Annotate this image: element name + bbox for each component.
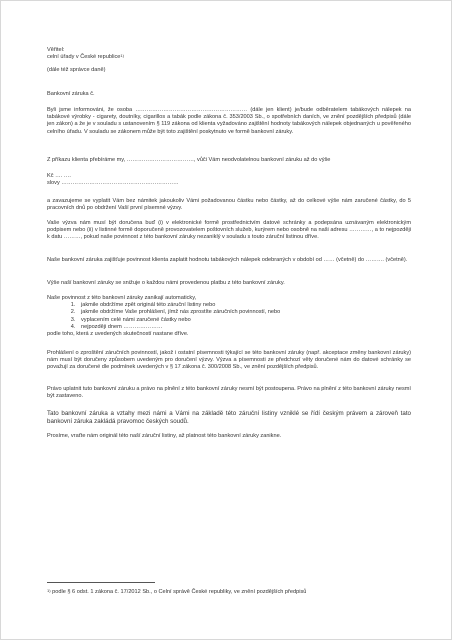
footnote-marker: 1) (47, 588, 51, 593)
declarations-paragraph: Prohlášení o zproštění záručních povinností, jakož i ostatní písemnosti týkající se této bankovní záruky (např. akceptace změny bankovní záruky) nám musí být doručeny způsobem uvedeným pro doručení výzvy. Výzva a písemnosti ze předchozí věty doručené nám do datové schránky se považují za doručené dle podmínek uvedených v § 17 zákona č. 300/2008 Sb., ve znění pozdějších předpisů. (47, 350, 411, 371)
document-title: Bankovní záruka č. (47, 91, 95, 97)
creditor-name: celní úřady v České republice$^{1)}$ (47, 53, 124, 61)
addressee-block (47, 47, 411, 75)
undertake-paragraph: a zavazujeme se vyplatit Vám bez námitek jakoukoliv Vámi požadovanou částku nebo částky, až do celkové výše nám zaručené částky, do 5 pracovních dnů po obdržení Vaší první písemné výzvy. (47, 198, 411, 212)
amount-block (47, 173, 411, 187)
secures-paragraph: Naše bankovní záruka zajišťuje povinnost klienta zaplatit hodnotu tabákových nálepek odebraných v období od …… (včetně) do ………. (včetně). (47, 257, 408, 263)
footnote-text: podle § 6 odst. 1 zákona č. 17/2012 Sb., o Celní správě České republiky, ve znění pozdějších předpisů (52, 589, 307, 595)
amount-kc: Kč …. …. (47, 173, 71, 179)
creditor-label: Věřitel: (47, 47, 65, 53)
expiry-outro: podle toho, která z uvedených skutečností nastane dříve. (47, 331, 189, 338)
reduce-paragraph: Výše naší bankovní záruky se snižuje o každou námi provedenou platbu z této bankovní záruky. (47, 280, 285, 286)
law-paragraph: Tato bankovní záruka a vztahy mezi námi a Vámi na základě této záruční listiny vzniklé se řídí českým právem a zároveň tato bankovní záruka zakládá pravomoc českých soudů. (47, 410, 411, 425)
expiry-item: 1. jakmile obdržíme zpět originál této záruční listiny nebo (77, 302, 411, 309)
delivery-paragraph: Vaše výzva nám musí být doručena buď (i) v elektronické formě prostřednictvím datové schránky a podepsána uznávaným elektronickým podpisem nebo (ii) v listinné formě doporučeně provozovatelem poštovních služeb, kurýrem nebo osobně na naši adresu …………, a to nejpozději k datu ………, pokud naše povinnost z této bankovní záruky nezaniklý v souladu s touto záruční listinou dříve. (47, 220, 411, 241)
intro-paragraph: Byli jsme informováni, že osoba …………………………………………………… (dále jen klient) je/bude odběratelem tabákových nálepek na tabákové výrobky - cigarety, doutníky, cigarillos a tabák podle zákona č. 353/2003 Sb., o spotřebních daních, ve znění pozdějších předpisů (dále jen zákon) a že je v souladu s ustanovením § 119 zákona od klienta vyžadováno zajištění hodnoty tabákových nálepek objednaných u pověřeného celního úřadu. V souladu se zákonem může být toto zajištění poskytnuto ve formě bankovní záruky. (47, 107, 411, 135)
expiry-item: 4. nejpozději dnem ………………… (77, 324, 411, 331)
footnote (47, 589, 427, 596)
creditor-note: (dále též správce daně) (47, 67, 106, 74)
expiry-item: 2. jakmile obdržíme Vaše prohlášení, jímž nás zprostíte záručních povinností, nebo (77, 309, 411, 316)
amount-words: slovy ……………………………………………………… (47, 180, 179, 187)
expiry-item: 3. vyplacením celé námi zaručené částky nebo (77, 317, 411, 324)
return-paragraph: Prosíme, vraťte nám originál této naší záruční listiny, až platnost této bankovní záruky zanikne. (47, 433, 282, 439)
footnote-separator (47, 582, 155, 583)
expiry-intro: Naše povinnost z této bankovní záruky zanikají automaticky, (47, 295, 197, 301)
rights-paragraph: Právo uplatnit tuto bankovní záruku a právo na plnění z této bankovní záruky nesmí být postoupena. Právo na plnění z této bankovní záruky nesmí být zastaveno. (47, 386, 411, 400)
commission-paragraph: Z příkazu klienta přebíráme my, ………………………………, vůči Vám neodvolatelnou bankovní záruku až do výše (47, 157, 331, 163)
expiry-list (47, 302, 411, 331)
expiry-block (47, 295, 411, 338)
